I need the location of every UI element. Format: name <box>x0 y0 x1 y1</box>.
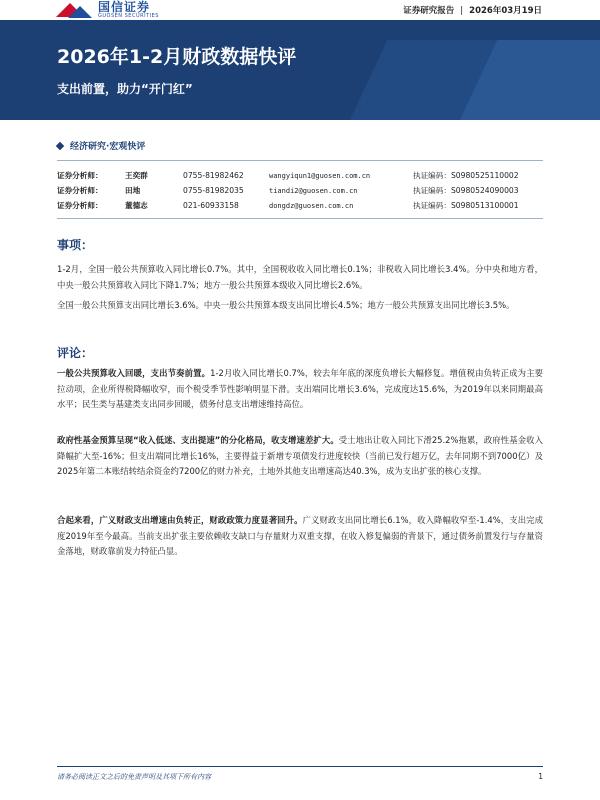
analyst-role: 证券分析师： <box>57 186 103 195</box>
report-subtitle: 支出前置，助力“开门红” <box>57 82 193 96</box>
comment-2-body: 受土地出让收入同比下滑25.2%拖累，政府性基金收入降幅扩大至-16%；但支出端同比增长16%，主要得益于新增专项债发行进度较快（当前已发行超万亿，去年同期不到7000亿）及2025年第二本账结转结余资金约7200亿的财力补充，土地外其他支出增速高达40.3%，成为支出扩张的核心支撑。 <box>57 435 543 476</box>
analyst-row <box>57 168 543 183</box>
comment-3-lead: 合起来看，广义财政支出增速由负转正，财政政策力度显著回升。 <box>57 515 303 525</box>
matters-paragraph-2: 全国一般公共预算支出同比增长3.6%。中央一般公共预算本级支出同比增长4.5%；地方一般公共预算支出同比增长3.5%。 <box>57 300 515 310</box>
comment-paragraph-1 <box>57 366 543 413</box>
report-info <box>403 4 542 16</box>
diamond-icon <box>56 141 64 149</box>
column-tag <box>57 139 145 152</box>
comment-1-lead: 一般公共预算收入回暖，支出节奏前置。 <box>57 368 211 378</box>
analyst-cert: 执证编码：S0980524090003 <box>413 186 519 195</box>
footer-divider <box>57 766 543 767</box>
analyst-table <box>57 168 543 213</box>
comment-3-body: 广义财政支出同比增长6.1%，收入降幅收窄至-1.4%，支出完成度2019年至今最高。当前支出扩张主要依赖收支缺口与存量财力双重支撑，在收入修复偏弱的背景下，通过债务前置发行与存量资金落地，财政靠前发力特征凸显。 <box>57 515 544 556</box>
comment-1-body: 1-2月收入同比增长0.7%，较去年年底的深度负增长大幅修复。增值税由负转正成为主要拉动项，企业所得税降幅收窄，而个税受季节性影响明显下滑。支出端同比增长3.6%，完成度达15.6%，为2019年以来同期最高水平；民生类与基建类支出同步回暖，债务付息支出增速维持高位。 <box>57 368 543 409</box>
guosen-logo <box>56 0 159 20</box>
page-number: 1 <box>538 772 543 781</box>
report-type: 证券研究报告 <box>403 6 455 16</box>
analyst-phone: 0755-81982462 <box>183 171 244 180</box>
matters-paragraph-1: 1-2月，全国一般公共预算收入同比增长0.7%。其中，全国税收收入同比增长0.1%；非税收入同比增长3.4%。分中央和地方看，中央一般公共预算收入同比下降1.7%；地方一般公共预算本级收入同比增长2.6%。 <box>57 264 543 290</box>
disclaimer-note: 请务必阅读正文之后的免责声明及其项下所有内容 <box>57 773 211 781</box>
divider <box>57 160 543 161</box>
analyst-row <box>57 198 543 213</box>
analyst-cert: 执证编码：S0980525110002 <box>413 171 519 180</box>
comment-paragraph-2 <box>57 433 543 480</box>
logo-mark-icon <box>56 2 94 18</box>
matters-heading: 事项： <box>57 238 94 252</box>
logo-en: GUOSEN SECURITIES <box>98 13 159 19</box>
analyst-email[interactable]: dongdz@guosen.com.cn <box>269 201 354 210</box>
title-banner <box>0 20 600 120</box>
analyst-cert: 执证编码：S0980513100001 <box>413 201 519 210</box>
analyst-name: 王奕群 <box>125 171 148 180</box>
analyst-phone: 021-60933158 <box>183 201 239 210</box>
comment-paragraph-3 <box>57 513 543 560</box>
comments-heading: 评论： <box>57 346 94 360</box>
logo-cn: 国信证券 <box>98 0 151 14</box>
report-title: 2026年1-2月财政数据快评 <box>57 46 297 68</box>
header-separator: | <box>460 6 464 16</box>
divider <box>57 218 543 219</box>
analyst-name: 田地 <box>125 186 141 195</box>
analyst-name: 董德志 <box>125 201 148 210</box>
analyst-role: 证券分析师： <box>57 201 103 210</box>
comment-2-lead: 政府性基金预算呈现“收入低迷、支出提速”的分化格局，收支增速差扩大。 <box>57 435 339 445</box>
analyst-role: 证券分析师： <box>57 171 103 180</box>
analyst-email[interactable]: wangyiqun1@guosen.com.cn <box>269 171 371 180</box>
analyst-email[interactable]: tiandi2@guosen.com.cn <box>269 186 358 195</box>
report-date: 2026年03月19日 <box>469 6 542 16</box>
analyst-phone: 0755-81982035 <box>183 186 244 195</box>
top-bar <box>0 0 600 20</box>
analyst-row <box>57 183 543 198</box>
column-tag-label: 经济研究·宏观快评 <box>70 142 146 152</box>
